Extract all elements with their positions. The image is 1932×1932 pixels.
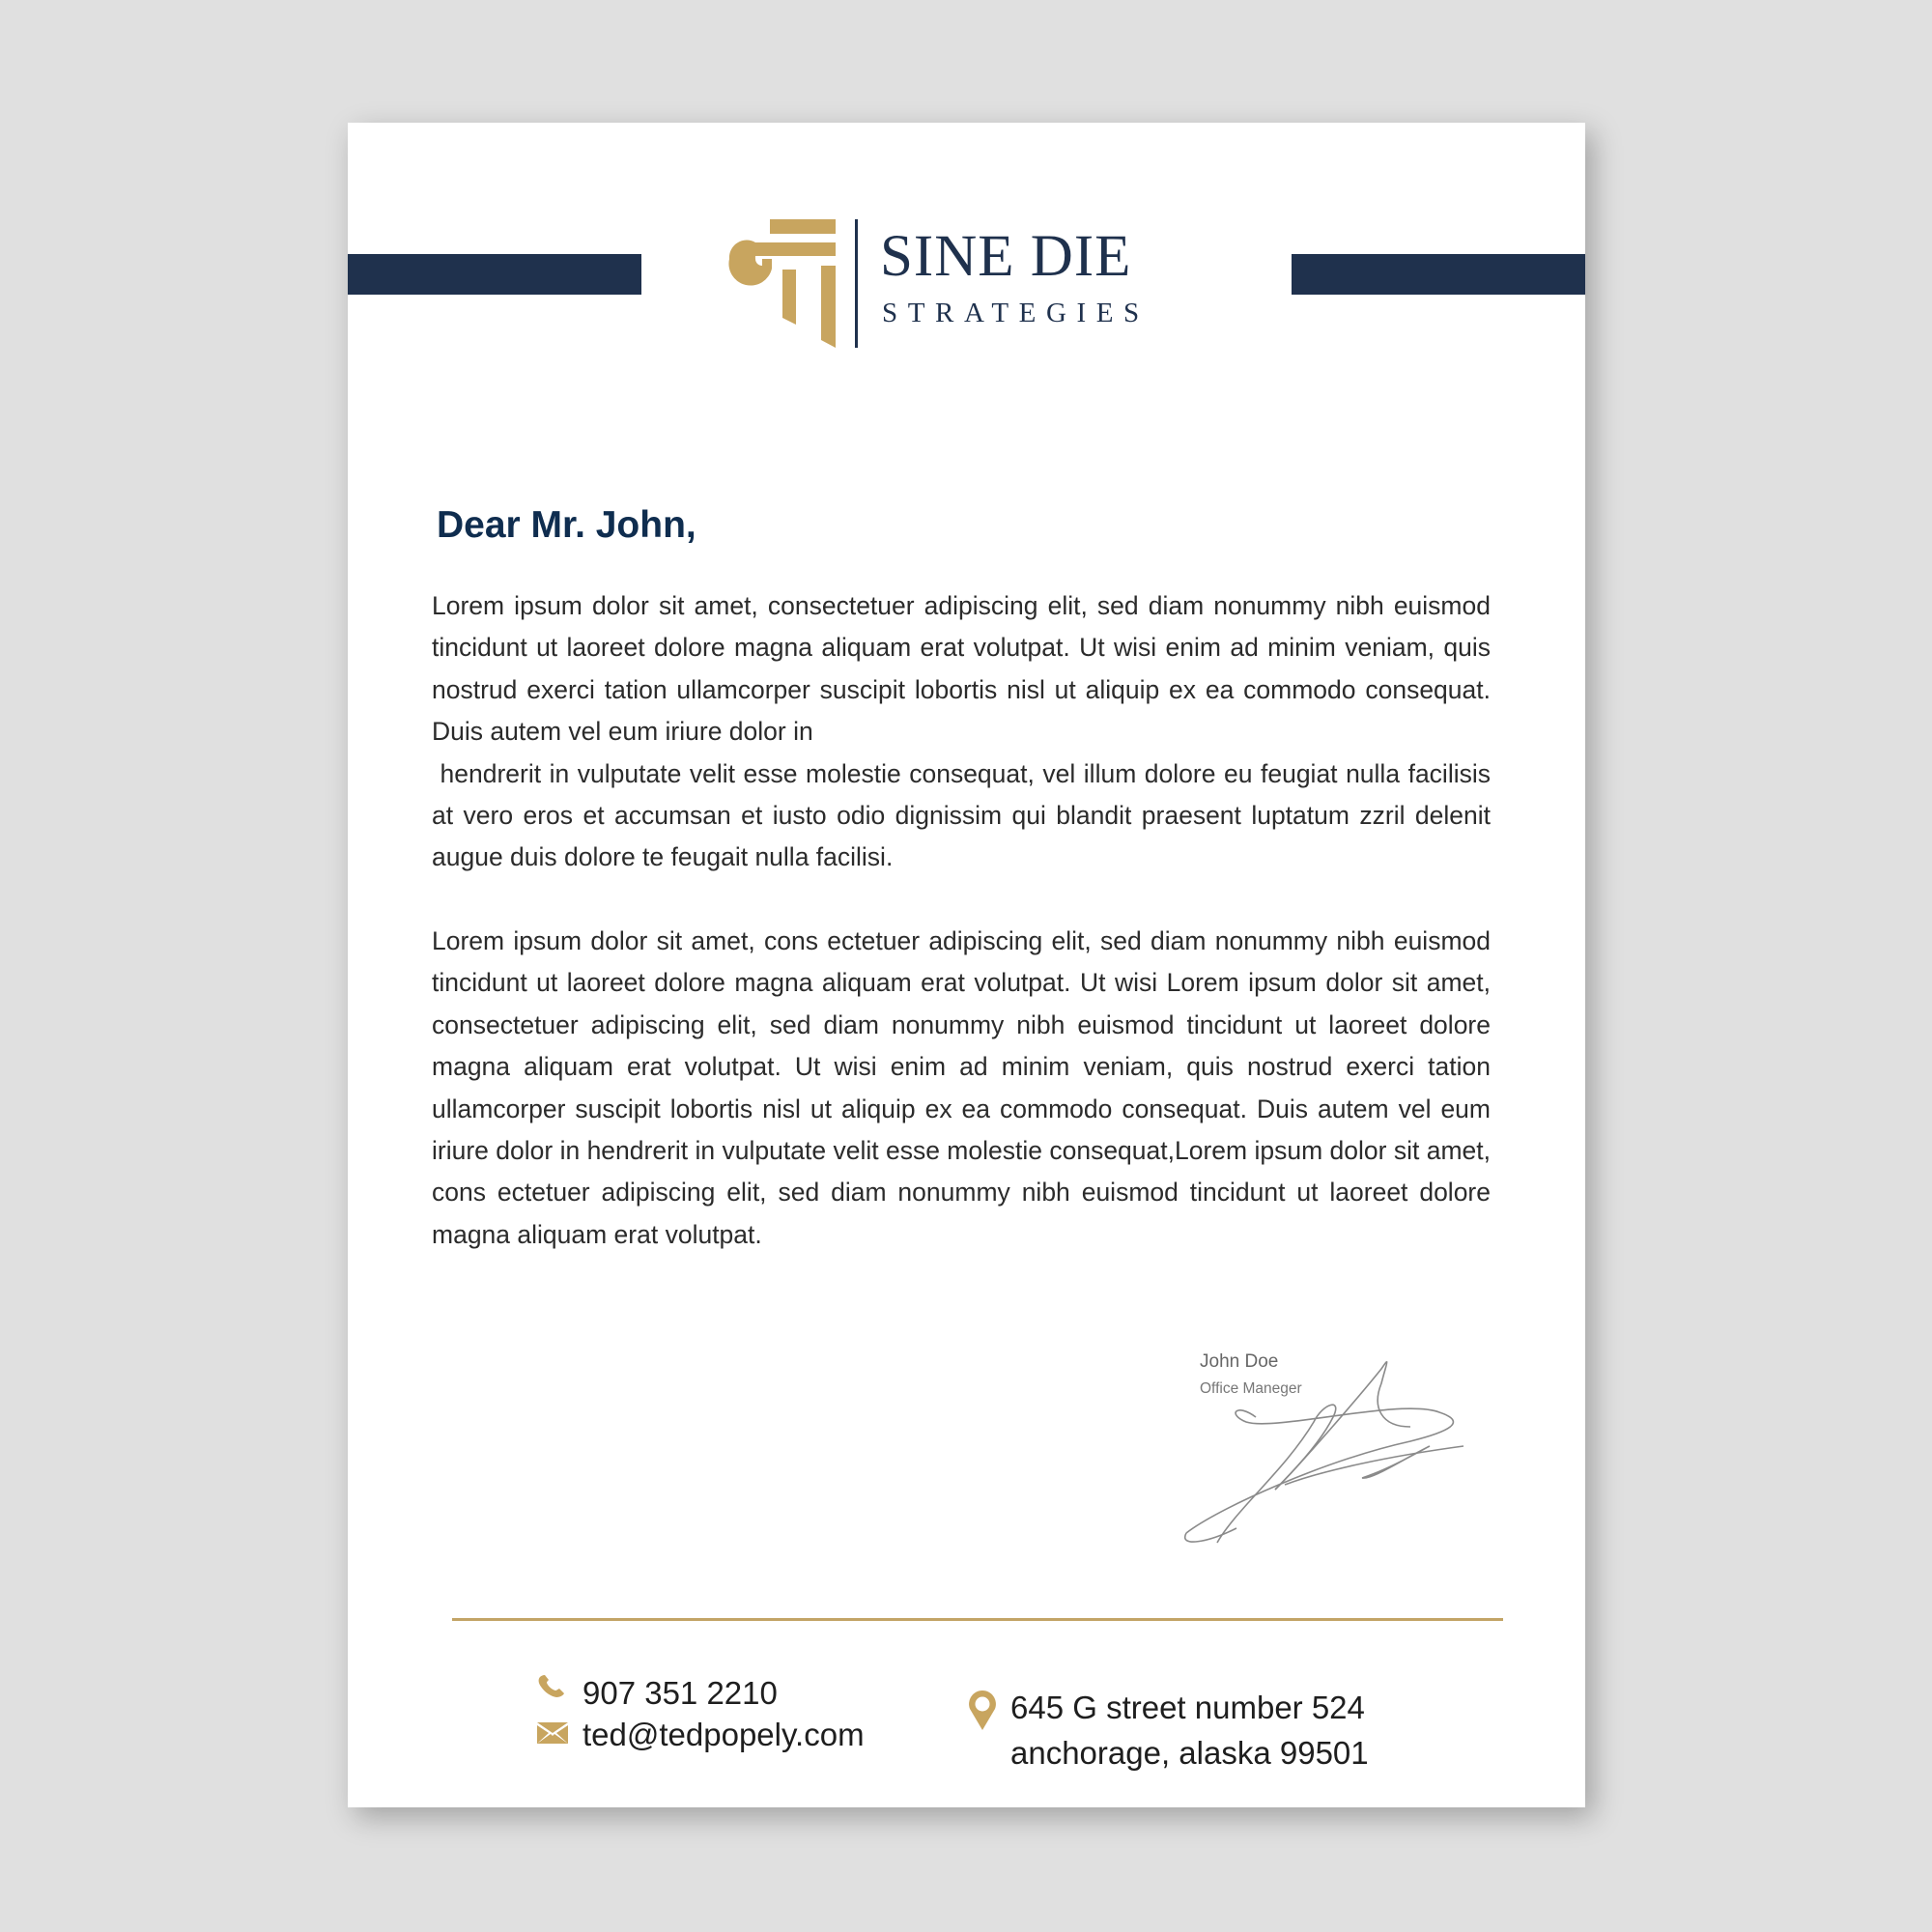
letter-paragraph-2: Lorem ipsum dolor sit amet, cons ectetuer adipiscing elit, sed diam nonummy nibh euismod tincidunt ut laoreet dolore magna aliquam erat volutpat. Ut wisi Lorem ipsum dolor sit amet, consectetuer adipiscing elit, sed diam nonummy nibh euismod tincidunt ut laoreet dolore magna aliquam erat volutpat. Ut wisi enim ad minim veniam, quis nostrud exerci tation ullamcorper suscipit lobortis nisl ut aliquip ex ea commodo consequat. Duis autem vel eum iriure dolor in hendrerit in vulputate velit esse molestie consequat,Lorem ipsum dolor sit amet, cons ectetuer adipiscing elit, sed diam nonummy nibh euismod tincidunt ut laoreet dolore magna aliquam erat volutpat. bbox=[432, 926, 1491, 1249]
signature-icon bbox=[1179, 1354, 1468, 1548]
letter-paragraph-1 bbox=[432, 585, 1498, 879]
letterhead-page bbox=[348, 123, 1585, 1807]
email-address[interactable]: ted@tedpopely.com bbox=[582, 1717, 865, 1752]
address-line-1: 645 G street number 524 bbox=[1010, 1690, 1365, 1725]
header-bar-left bbox=[348, 254, 641, 295]
company-name: SINE DIE bbox=[880, 224, 1132, 289]
phone-number[interactable]: 907 351 2210 bbox=[582, 1675, 778, 1711]
header-bar-right bbox=[1292, 254, 1585, 295]
ionic-column-icon bbox=[726, 216, 842, 352]
salutation: Dear Mr. John, bbox=[437, 504, 696, 546]
paragraph-1-part-a: Lorem ipsum dolor sit amet, consectetuer adipiscing elit, sed diam nonummy nibh euismod tincidunt ut laoreet dolore magna aliquam erat volutpat. Ut wisi enim ad minim veniam, quis nostrud exerci tation ullamcorper suscipit lobortis nisl ut aliquip ex ea commodo consequat. Duis autem vel eum iriure dolor in bbox=[432, 591, 1491, 747]
envelope-icon bbox=[537, 1722, 568, 1744]
footer-divider bbox=[452, 1618, 1503, 1621]
logo-divider bbox=[855, 219, 858, 348]
map-pin-icon bbox=[969, 1690, 996, 1730]
phone-icon bbox=[537, 1675, 566, 1698]
signatory-title: Office Maneger bbox=[1200, 1380, 1302, 1397]
company-subtitle: STRATEGIES bbox=[882, 298, 1150, 328]
signatory-name: John Doe bbox=[1200, 1351, 1279, 1372]
address-line-2: anchorage, alaska 99501 bbox=[1010, 1735, 1369, 1771]
paragraph-1-part-b: hendrerit in vulputate velit esse molestie consequat, vel illum dolore eu feugiat nulla facilisis at vero eros et accumsan et iusto odio dignissim qui blandit praesent luptatum zzril delenit augue duis dolore te feugait nulla facilisi. bbox=[432, 758, 1498, 872]
